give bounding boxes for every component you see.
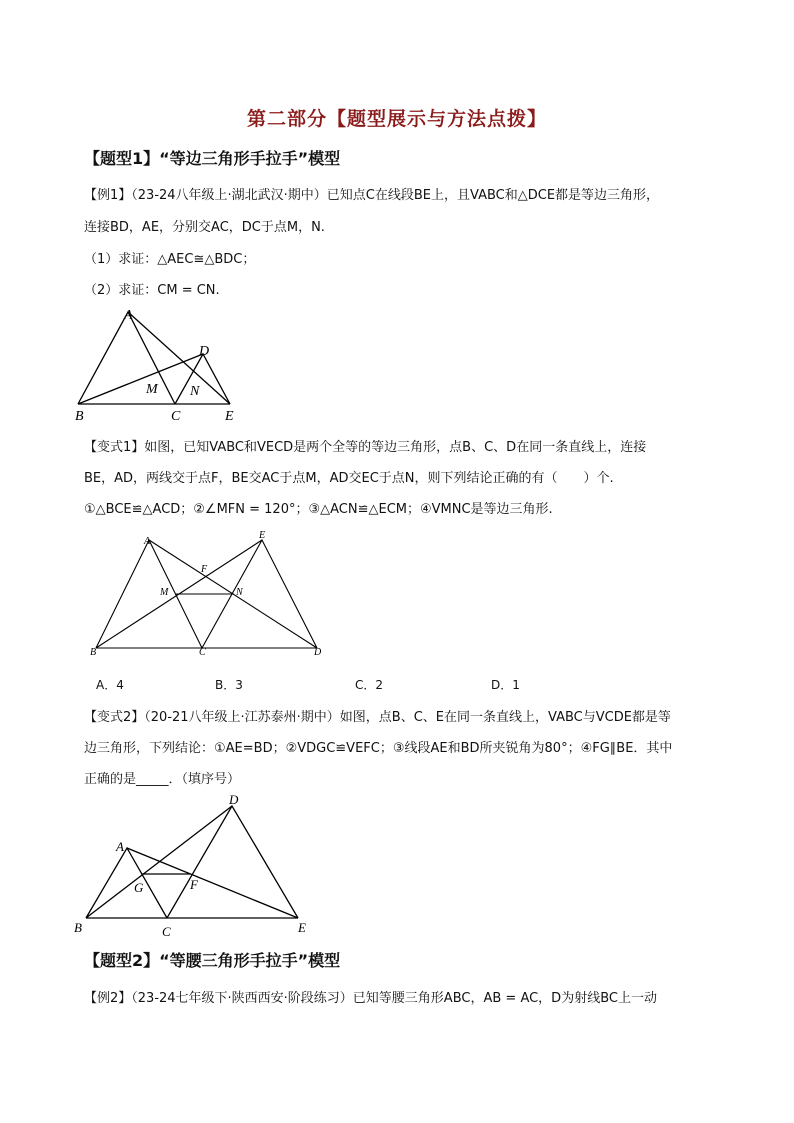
variant1-line-1: 【变式1】如图，已知VABC和VECD是两个全等的等边三角形，点B、C、D在同一条直线上，连接	[84, 440, 647, 455]
example2-line-1: 【例2】（23-24七年级下·陕西西安·阶段练习）已知等腰三角形ABC，AB = AC，D为射线BC上一动	[84, 991, 657, 1006]
label-m: M	[160, 587, 169, 598]
type2-heading: 【题型2】“等腰三角形手拉手”模型	[84, 951, 341, 970]
type1-heading: 【题型1】“等边三角形手拉手”模型	[84, 149, 341, 168]
label-a: A	[144, 536, 151, 547]
label-b: B	[74, 920, 82, 935]
label-g: G	[134, 880, 144, 895]
label-d: D	[314, 647, 322, 656]
example1-line-2: 连接BD，AE，分别交AC，DC于点M，N.	[84, 220, 325, 235]
page-title: 第二部分【题型展示与方法点拨】	[246, 108, 547, 130]
example1-line-3: （1）求证：△AEC≅△BDC；	[84, 252, 256, 267]
label-a: A	[124, 308, 133, 323]
label-d: D	[229, 792, 239, 807]
variant2-line-1: 【变式2】（20-21八年级上·江苏泰州·期中）如图，点B、C、E在同一条直线上，VABC与VCDE都是等	[84, 710, 671, 725]
label-m: M	[146, 382, 158, 397]
label-c: C	[199, 647, 206, 656]
label-e: E	[298, 920, 306, 935]
example1-line-1: 【例1】（23-24八年级上·湖北武汉·期中）已知点C在线段BE上，且VABC和△DCE都是等边三角形，	[84, 188, 660, 203]
label-a: A	[116, 839, 124, 854]
variant2-line-3: 正确的是_____．（填序号）	[84, 772, 241, 787]
option-c: C．2	[355, 678, 384, 692]
option-d: D．1	[491, 678, 520, 692]
variant1-line-2: BE，AD，两线交于点F，BE交AC于点M，AD交EC于点N，则下列结论正确的有（ ）个.	[84, 471, 614, 486]
variant1-line-3: ①△BCE≌△ACD；②∠MFN = 120°；③△ACN≌△ECM；④VMNC是等边三角形.	[84, 502, 553, 517]
label-b: B	[90, 647, 97, 656]
label-n: N	[190, 384, 200, 399]
label-c: C	[162, 924, 171, 936]
variant1-figure	[84, 528, 334, 656]
example1-line-4: （2）求证：CM = CN.	[84, 283, 220, 298]
label-f: F	[190, 877, 198, 892]
option-a: A．4	[96, 678, 124, 692]
label-f: F	[201, 564, 208, 575]
label-b: B	[75, 409, 84, 424]
label-e: E	[225, 409, 234, 424]
label-n: N	[236, 587, 243, 598]
variant2-figure	[72, 786, 332, 936]
label-d: D	[199, 344, 210, 359]
label-e: E	[259, 530, 266, 541]
label-c: C	[171, 409, 181, 424]
option-b: B．3	[215, 678, 243, 692]
example1-figure	[70, 300, 270, 426]
variant2-line-2: 边三角形，下列结论：①AE=BD；②VDGC≌VEFC；③线段AE和BD所夹锐角为80°；④FG∥BE．其中	[84, 741, 673, 756]
